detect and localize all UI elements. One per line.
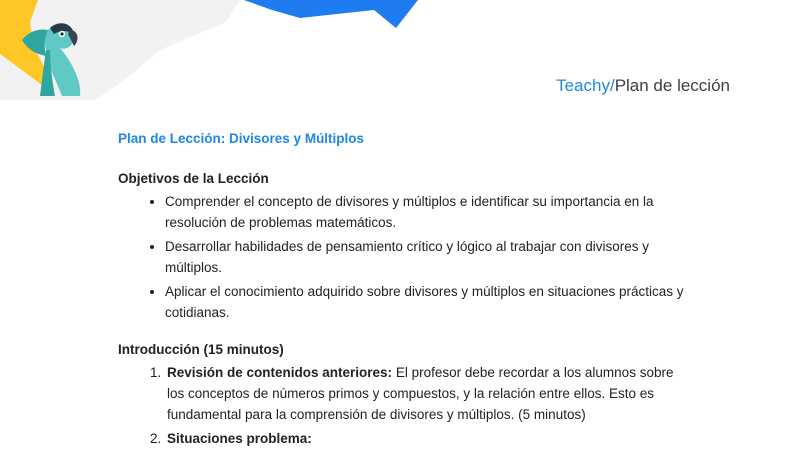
lesson-document — [118, 128, 688, 465]
objective-item: • Desarrollar habilidades de pensamiento crítico y lógico al trabajar con divisores y múltiplos. — [165, 236, 688, 278]
brand-breadcrumb — [556, 75, 730, 97]
objectives-list — [118, 191, 688, 323]
brand-section: Plan de lección — [614, 76, 730, 95]
brand-name[interactable]: Teachy — [556, 76, 610, 95]
objective-item: • Comprender el concepto de divisores y múltiplos e identificar su importancia en la resolución de problemas matemáticos. — [165, 191, 688, 233]
step-text: El profesor debe recordar a los alumnos sobre los conceptos de números primos y compuestos, y la relación entre ellos. Esto es fundamental para la comprensión de divisores y múltiplos. (5 minutos) — [167, 365, 674, 422]
brand-separator: / — [609, 76, 615, 95]
introduction-step — [165, 428, 688, 449]
step-label: Situaciones problema: — [167, 431, 312, 446]
objectives-heading: Objetivos de la Lección — [118, 171, 269, 186]
introduction-step — [165, 362, 688, 425]
introduction-steps — [118, 362, 688, 449]
objective-item: • Aplicar el conocimiento adquirido sobre divisores y múltiplos en situaciones prácticas y cotidianas. — [165, 281, 688, 323]
document-title: Plan de Lección: Divisores y Múltiplos — [118, 131, 365, 146]
introduction-heading: Introducción (15 minutos) — [118, 342, 284, 357]
step-label: Revisión de contenidos anteriores: — [167, 365, 393, 380]
